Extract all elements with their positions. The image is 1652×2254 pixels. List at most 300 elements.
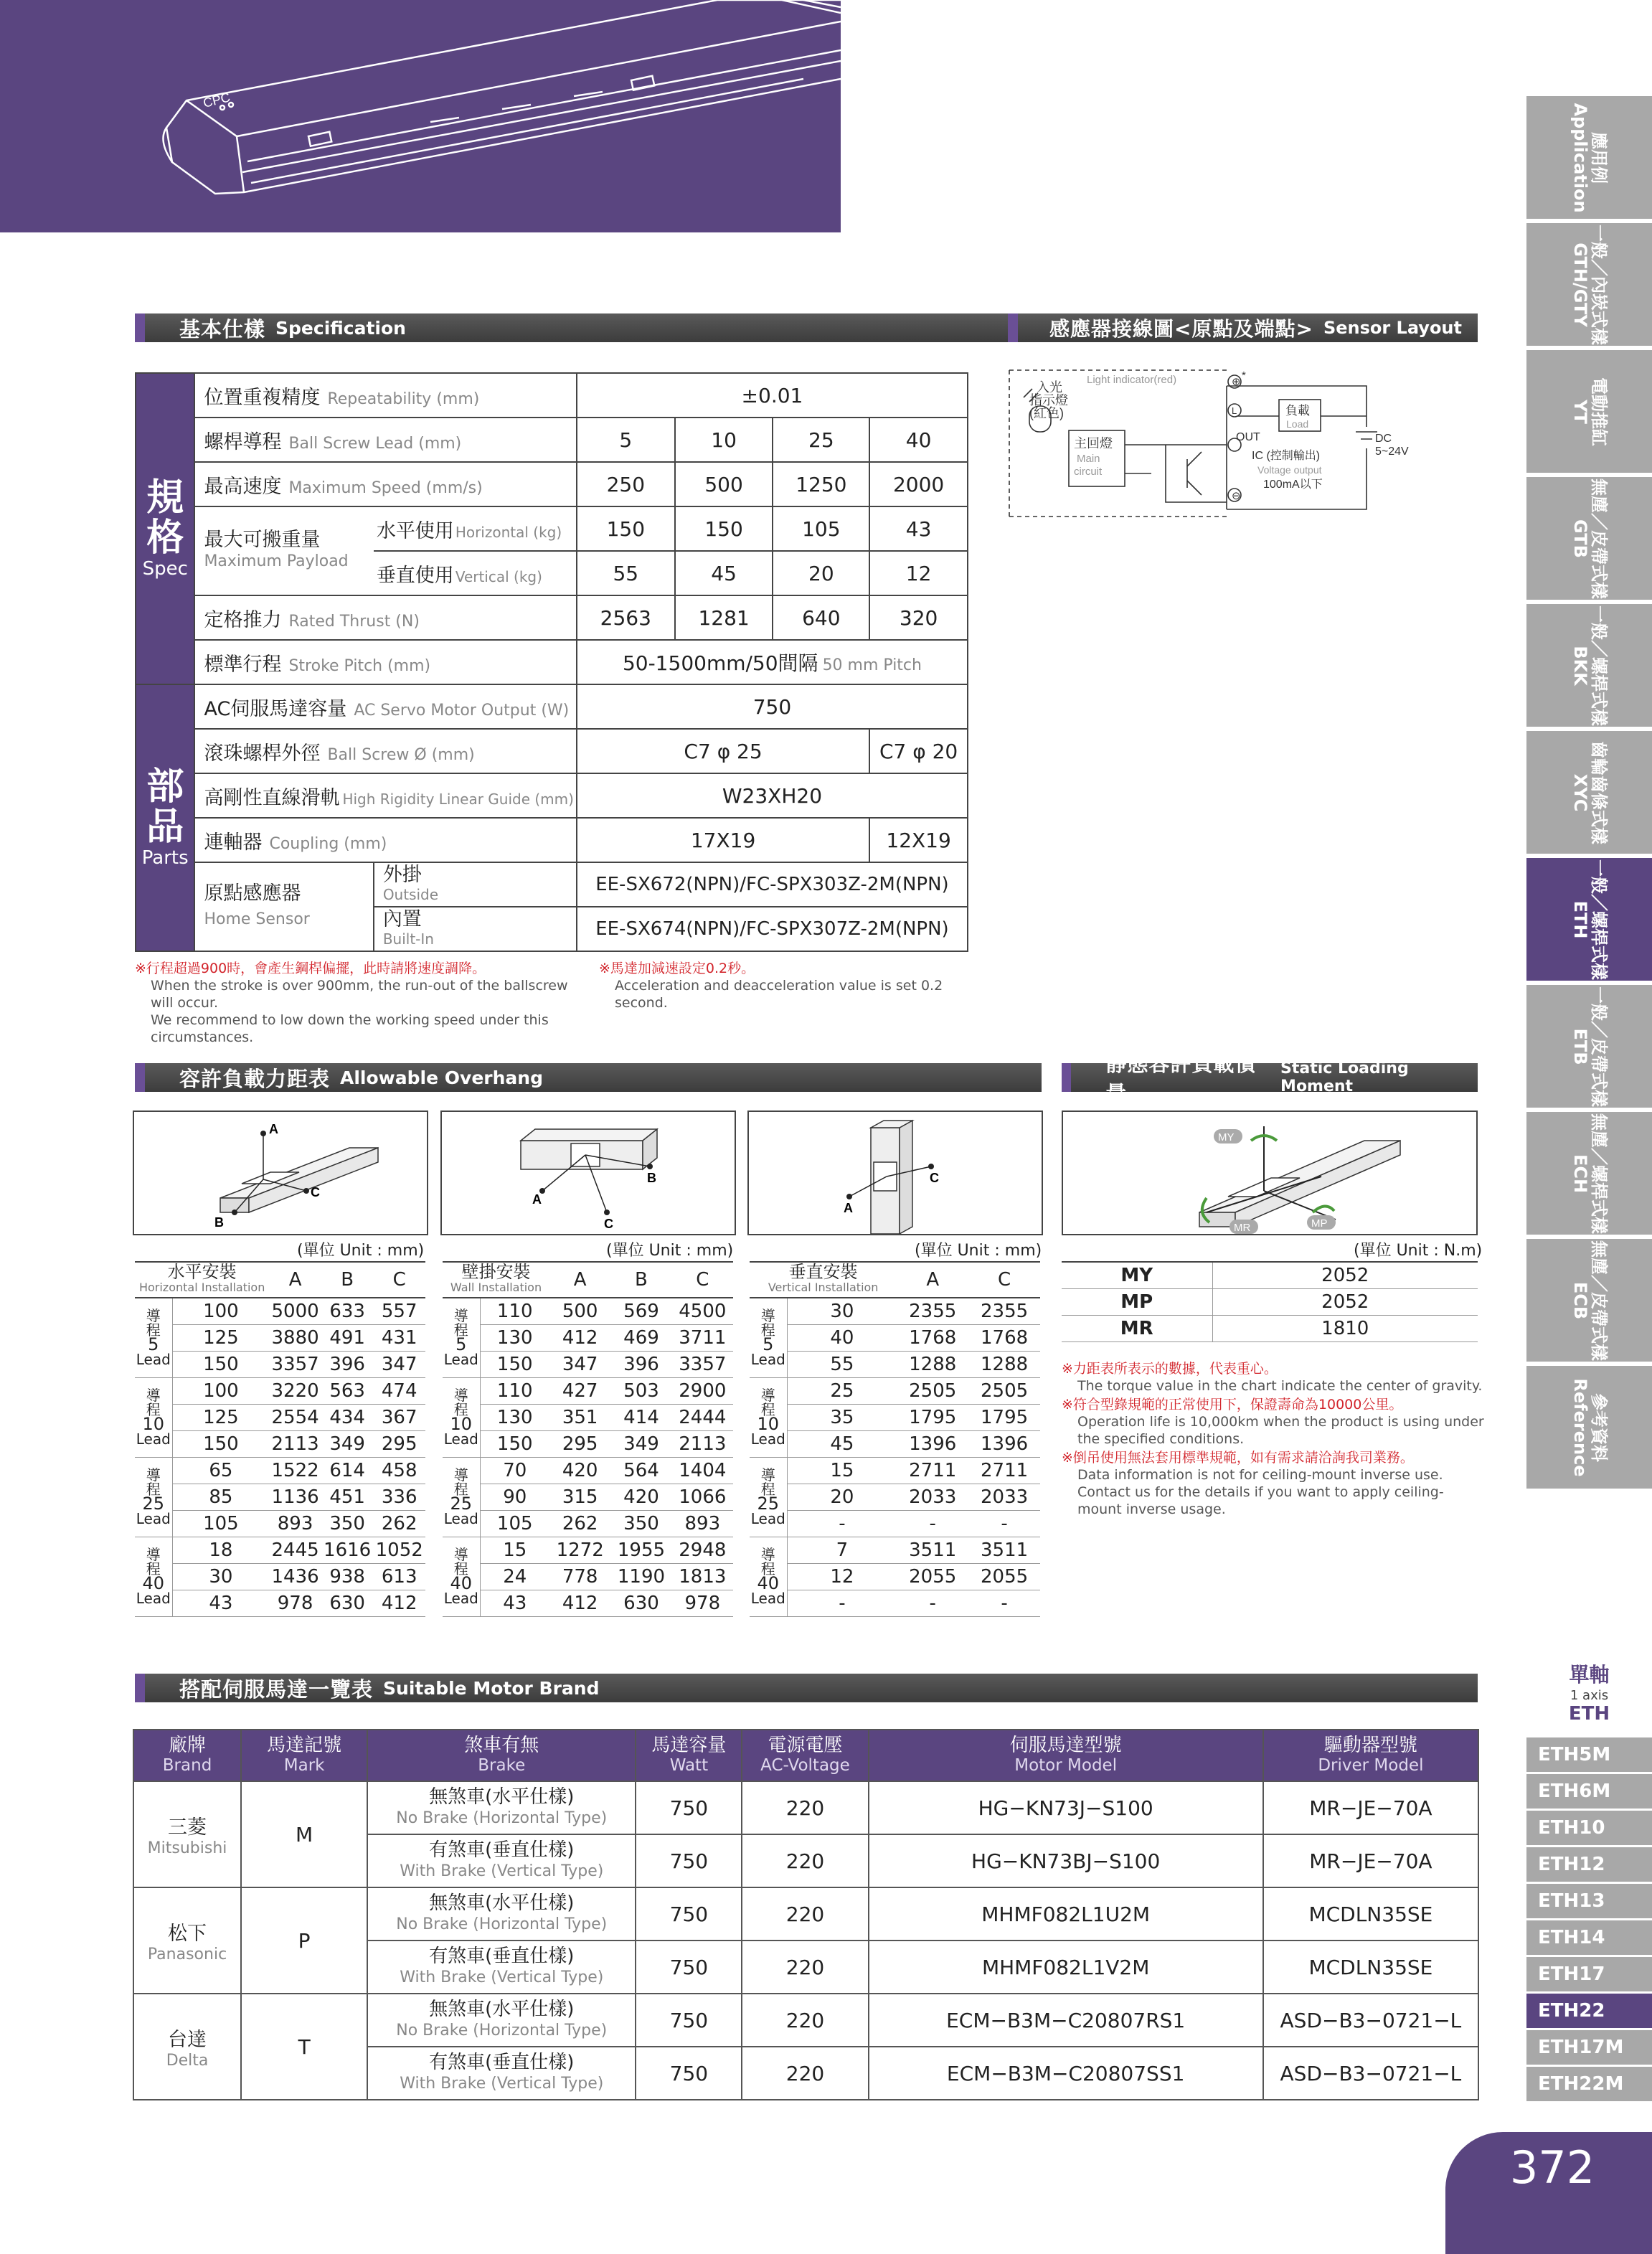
lead-cell: 導 程 25 Lead [443, 1457, 480, 1537]
table-cell: 1136 [269, 1484, 321, 1510]
model-tab-eth10[interactable]: ETH10 [1526, 1811, 1652, 1845]
table-cell: 350 [610, 1510, 671, 1537]
svg-text:指示燈: 指示燈 [1029, 393, 1068, 407]
svg-text:Voltage output: Voltage output [1257, 464, 1322, 476]
motor-section-header: 搭配伺服馬達一覽表 Suitable Motor Brand [135, 1674, 1478, 1702]
row-payload-vertical: 垂直使用 Vertical (kg) 55 45 20 12 [136, 551, 968, 595]
unit-label: (單位 Unit : mm) [915, 1242, 1042, 1260]
table-cell: 1288 [968, 1351, 1040, 1377]
motor-model-cell: HG−KN73J−S100 [869, 1781, 1263, 1834]
table-cell: 469 [610, 1324, 671, 1351]
table-cell: 3511 [897, 1537, 968, 1563]
moment-table [1062, 1261, 1478, 1342]
moment-section-header: 靜態容許負載慣量 Static Loading Moment [1062, 1063, 1478, 1092]
svg-text:⊖: ⊖ [1232, 490, 1241, 502]
sensor-section-header: 感應器接線圖<原點及端點> Sensor Layout [1008, 313, 1478, 342]
table-row [135, 1404, 425, 1430]
svg-text:CPC: CPC [202, 90, 232, 110]
table-cell: 396 [610, 1351, 671, 1377]
side-tab-eth[interactable]: 一般／螺桿式樣 ETH [1526, 858, 1652, 983]
column-header: B [321, 1262, 374, 1298]
column-header: A [549, 1262, 610, 1298]
table-cell: 633 [321, 1298, 374, 1324]
stroke-note: ※行程超過900時，會產生鋼桿偏擺，此時請將速度調降。 When the stroke is over 900mm, the run-out of the ballscrew will occur. We recommend to low down the working speed under this circumstances. [135, 961, 568, 1045]
table-cell: 43 [480, 1590, 549, 1616]
table-cell: 564 [610, 1457, 671, 1484]
lead-cell: 導 程 10 Lead [135, 1377, 172, 1457]
table-cell: 150 [480, 1351, 549, 1377]
table-cell: 2505 [968, 1377, 1040, 1404]
unit-label: (單位 Unit : mm) [297, 1242, 425, 1260]
voltage-cell: 220 [742, 1781, 868, 1834]
table-row [750, 1563, 1040, 1590]
table-row [443, 1590, 733, 1616]
table-row [443, 1351, 733, 1377]
unit-label: (單位 Unit : N.m) [1354, 1242, 1483, 1260]
table-cell: 893 [672, 1510, 733, 1537]
brake-cell: 有煞車(垂直仕樣) With Brake (Vertical Type) [367, 1941, 636, 1994]
table-row [133, 1887, 1478, 1941]
table-cell: 2554 [269, 1404, 321, 1430]
model-tab-eth12[interactable]: ETH12 [1526, 1847, 1652, 1882]
table-cell: 2113 [672, 1430, 733, 1457]
table-cell: 85 [172, 1484, 269, 1510]
model-tab-eth17[interactable]: ETH17 [1526, 1957, 1652, 1991]
table-cell: 70 [480, 1457, 549, 1484]
table-row [135, 1430, 425, 1457]
table-row [135, 1563, 425, 1590]
table-row [750, 1404, 1040, 1430]
overhang-section-header: 容許負載力距表 Allowable Overhang [135, 1063, 1042, 1092]
column-header: A [897, 1262, 968, 1298]
brand-cell: 松下 Panasonic [133, 1887, 241, 1994]
table-cell: 1795 [968, 1404, 1040, 1430]
vertical-overhang-table [750, 1261, 1040, 1617]
table-row [135, 1324, 425, 1351]
driver-model-cell: MCDLN35SE [1263, 1941, 1478, 1994]
table-cell: 45 [787, 1430, 897, 1457]
table-cell: 420 [549, 1457, 610, 1484]
watt-cell: 750 [636, 1781, 742, 1834]
svg-text:⊕: ⊕ [1232, 376, 1241, 388]
svg-text:C: C [604, 1217, 613, 1231]
parts-category: 部 品 Parts [136, 684, 194, 951]
table-cell: 1955 [610, 1537, 671, 1563]
side-tab-yt[interactable]: 電動推缸 YT [1526, 350, 1652, 475]
driver-model-cell: MCDLN35SE [1263, 1887, 1478, 1941]
svg-text:100mA以下: 100mA以下 [1263, 478, 1323, 491]
table-cell: 336 [373, 1484, 425, 1510]
table-cell: 3711 [672, 1324, 733, 1351]
hero-banner [0, 0, 841, 232]
brake-cell: 無煞車(水平仕樣) No Brake (Horizontal Type) [367, 1994, 636, 2047]
table-cell: - [787, 1510, 897, 1537]
table-row [750, 1590, 1040, 1616]
svg-text:MY: MY [1218, 1131, 1235, 1143]
table-row [135, 1510, 425, 1537]
moment-value: 2052 [1212, 1262, 1478, 1288]
table-cell: 893 [269, 1510, 321, 1537]
table-row [443, 1324, 733, 1351]
table-cell: 412 [549, 1324, 610, 1351]
column-header: C [672, 1262, 733, 1298]
table-cell: 1768 [897, 1324, 968, 1351]
table-cell: 396 [321, 1351, 374, 1377]
table-cell: 15 [480, 1537, 549, 1563]
side-tab-ecb[interactable]: 無塵／皮帶式樣 ECB [1526, 1239, 1652, 1364]
table-cell: 35 [787, 1404, 897, 1430]
column-header: 電源電壓 AC-Voltage [742, 1730, 868, 1781]
table-cell: 458 [373, 1457, 425, 1484]
table-cell: 130 [480, 1404, 549, 1430]
svg-text:C: C [930, 1171, 939, 1185]
installation-header: 垂直安裝 Vertical Installation [750, 1262, 897, 1298]
driver-model-cell: ASD−B3−0721−L [1263, 2047, 1478, 2100]
table-cell: 2444 [672, 1404, 733, 1430]
table-cell: 100 [172, 1377, 269, 1404]
column-header: A [269, 1262, 321, 1298]
row-guide: 高剛性直線滑軌 High Rigidity Linear Guide (mm) W23XH20 [136, 773, 968, 818]
table-cell: 431 [373, 1324, 425, 1351]
table-row [1062, 1288, 1478, 1315]
table-row [135, 1351, 425, 1377]
sensor-wiring-diagram [1008, 366, 1410, 524]
table-cell: 2445 [269, 1537, 321, 1563]
driver-model-cell: ASD−B3−0721−L [1263, 1994, 1478, 2047]
side-tab-xyc[interactable]: 齒輪齒條式樣 XYC [1526, 731, 1652, 856]
table-cell: - [897, 1510, 968, 1537]
model-tab-eth13[interactable]: ETH13 [1526, 1884, 1652, 1918]
table-cell: 778 [549, 1563, 610, 1590]
table-row [443, 1430, 733, 1457]
column-header: 馬達記號 Mark [241, 1730, 367, 1781]
table-cell: 20 [787, 1484, 897, 1510]
table-cell: 412 [549, 1590, 610, 1616]
table-row [443, 1457, 733, 1484]
driver-model-cell: MR−JE−70A [1263, 1781, 1478, 1834]
svg-text:入光: 入光 [1037, 380, 1062, 395]
table-cell: 630 [610, 1590, 671, 1616]
table-row [133, 1994, 1478, 2047]
table-cell: - [897, 1590, 968, 1616]
table-cell: 500 [549, 1298, 610, 1324]
table-cell: 350 [321, 1510, 374, 1537]
table-cell: 1190 [610, 1563, 671, 1590]
row-stroke: 標準行程 Stroke Pitch (mm) 50-1500mm/50間隔 50 mm Pitch [136, 640, 968, 684]
table-cell: 12 [787, 1563, 897, 1590]
table-cell: 978 [672, 1590, 733, 1616]
svg-text:C: C [311, 1185, 320, 1199]
brake-cell: 有煞車(垂直仕樣) With Brake (Vertical Type) [367, 1834, 636, 1887]
table-cell: 1522 [269, 1457, 321, 1484]
motor-model-cell: HG−KN73BJ−S100 [869, 1834, 1263, 1887]
row-coupling: 連軸器 Coupling (mm) 17X19 12X19 [136, 818, 968, 862]
table-row [443, 1404, 733, 1430]
table-cell: 451 [321, 1484, 374, 1510]
table-cell: 474 [373, 1377, 425, 1404]
lead-cell: 導 程 40 Lead [750, 1537, 787, 1616]
motor-model-cell: MHMF082L1V2M [869, 1941, 1263, 1994]
table-row [750, 1430, 1040, 1457]
series-label: 單軸 1 axis ETH [1568, 1663, 1610, 1725]
column-header: 伺服馬達型號 Motor Model [869, 1730, 1263, 1781]
table-cell: 30 [172, 1563, 269, 1590]
table-cell: 347 [373, 1351, 425, 1377]
installation-header: 水平安裝 Horizontal Installation [135, 1262, 269, 1298]
mark-cell: M [241, 1781, 367, 1887]
table-cell: 1616 [321, 1537, 374, 1563]
table-cell: 100 [172, 1298, 269, 1324]
table-cell: 2033 [968, 1484, 1040, 1510]
table-cell: 262 [549, 1510, 610, 1537]
table-cell: 2055 [897, 1563, 968, 1590]
brand-cell: 三菱 Mitsubishi [133, 1781, 241, 1887]
svg-text:Light indicator(red): Light indicator(red) [1087, 374, 1177, 386]
table-cell: 150 [480, 1430, 549, 1457]
table-cell: 938 [321, 1563, 374, 1590]
spec-category: 規 格 Spec [136, 373, 194, 684]
table-cell: 614 [321, 1457, 374, 1484]
row-sensor-outside: 原點感應器 Home Sensor 外掛 Outside EE-SX672(NPN)/FC-SPX303Z-2M(NPN) [136, 862, 968, 907]
brake-cell: 無煞車(水平仕樣) No Brake (Horizontal Type) [367, 1887, 636, 1941]
voltage-cell: 220 [742, 1994, 868, 2047]
table-cell: 262 [373, 1510, 425, 1537]
wall-installation-figure [440, 1111, 736, 1235]
side-tab-gtb[interactable]: 無塵／皮帶式樣 GTB [1526, 477, 1652, 602]
lead-cell: 導 程 10 Lead [750, 1377, 787, 1457]
motor-model-cell: ECM−B3M−C20807SS1 [869, 2047, 1263, 2100]
table-cell: 569 [610, 1298, 671, 1324]
svg-text:B: B [214, 1215, 224, 1230]
side-tab-reference[interactable]: 參考資料 Reference [1526, 1366, 1652, 1491]
table-cell: 1768 [968, 1324, 1040, 1351]
svg-text:A: A [532, 1192, 542, 1207]
table-row [135, 1537, 425, 1563]
table-row [443, 1563, 733, 1590]
table-cell: 24 [480, 1563, 549, 1590]
table-cell: 295 [373, 1430, 425, 1457]
table-row [135, 1298, 425, 1324]
table-cell: 367 [373, 1404, 425, 1430]
watt-cell: 750 [636, 1834, 742, 1887]
model-tab-eth5m[interactable]: ETH5M [1526, 1737, 1652, 1772]
side-tab-etb[interactable]: 一般／皮帶式樣 ETB [1526, 985, 1652, 1110]
svg-text:(紅色): (紅色) [1029, 406, 1064, 420]
table-cell: 18 [172, 1537, 269, 1563]
lead-cell: 導 程 5 Lead [443, 1298, 480, 1377]
table-cell: 43 [172, 1590, 269, 1616]
moment-axis: MP [1062, 1288, 1212, 1315]
mark-cell: P [241, 1887, 367, 1994]
lead-cell: 導 程 25 Lead [750, 1457, 787, 1537]
column-header: C [373, 1262, 425, 1298]
svg-text:A: A [844, 1201, 853, 1215]
table-cell: 3220 [269, 1377, 321, 1404]
table-cell: 414 [610, 1404, 671, 1430]
lead-cell: 導 程 40 Lead [443, 1537, 480, 1616]
table-cell: 1288 [897, 1351, 968, 1377]
table-row [750, 1510, 1040, 1537]
svg-text:MR: MR [1234, 1222, 1251, 1234]
table-cell: 1436 [269, 1563, 321, 1590]
table-cell: 2033 [897, 1484, 968, 1510]
model-tab-eth6m[interactable]: ETH6M [1526, 1774, 1652, 1809]
table-cell: 2711 [897, 1457, 968, 1484]
model-tab-eth17m[interactable]: ETH17M [1526, 2030, 1652, 2065]
moment-figure [1062, 1111, 1478, 1235]
table-cell: 30 [787, 1298, 897, 1324]
svg-text:Main: Main [1077, 453, 1100, 465]
svg-text:A: A [269, 1122, 278, 1136]
table-cell: 5000 [269, 1298, 321, 1324]
lead-cell: 導 程 40 Lead [135, 1537, 172, 1616]
table-cell: 1795 [897, 1404, 968, 1430]
column-header: 驅動器型號 Driver Model [1263, 1730, 1478, 1781]
voltage-cell: 220 [742, 1887, 868, 1941]
driver-model-cell: MR−JE−70A [1263, 1834, 1478, 1887]
lead-cell: 導 程 10 Lead [443, 1377, 480, 1457]
row-speed: 最高速度 Maximum Speed (mm/s) 250 500 1250 2000 [136, 462, 968, 506]
accel-note: ※馬達加減速設定0.2秒。 Acceleration and deacceleration value is set 0.2 second. [599, 961, 943, 1011]
table-cell: 110 [480, 1298, 549, 1324]
table-row [443, 1484, 733, 1510]
row-motor-output: 部 品 Parts AC伺服馬達容量 AC Servo Motor Output (W) 750 [136, 684, 968, 729]
mark-cell: T [241, 1994, 367, 2100]
svg-text:5~24V: 5~24V [1375, 445, 1409, 458]
table-cell: 3880 [269, 1324, 321, 1351]
table-cell: 557 [373, 1298, 425, 1324]
table-cell: 105 [480, 1510, 549, 1537]
row-sensor-builtin: 內置 Built-In EE-SX674(NPN)/FC-SPX307Z-2M(NPN) [136, 907, 968, 951]
table-cell: 412 [373, 1590, 425, 1616]
table-cell: 1272 [549, 1537, 610, 1563]
horizontal-overhang-table [135, 1261, 425, 1617]
table-cell: 2055 [968, 1563, 1040, 1590]
table-cell: 150 [172, 1430, 269, 1457]
watt-cell: 750 [636, 2047, 742, 2100]
table-cell: 295 [549, 1430, 610, 1457]
voltage-cell: 220 [742, 1941, 868, 1994]
table-row [1062, 1315, 1478, 1341]
wall-overhang-table [443, 1261, 733, 1617]
side-tab-bkk[interactable]: 一般／螺桿式樣 BKK [1526, 604, 1652, 729]
table-cell: - [968, 1590, 1040, 1616]
table-cell: 434 [321, 1404, 374, 1430]
column-header: C [968, 1262, 1040, 1298]
svg-text:OUT: OUT [1236, 431, 1260, 443]
svg-text:IC (控制輸出): IC (控制輸出) [1252, 450, 1321, 462]
table-cell: 351 [549, 1404, 610, 1430]
table-cell: 15 [787, 1457, 897, 1484]
table-cell: 110 [480, 1377, 549, 1404]
voltage-cell: 220 [742, 2047, 868, 2100]
table-cell: - [968, 1510, 1040, 1537]
motor-table [133, 1729, 1479, 2100]
lead-cell: 導 程 25 Lead [135, 1457, 172, 1537]
table-cell: 349 [321, 1430, 374, 1457]
model-tab-eth14[interactable]: ETH14 [1526, 1920, 1652, 1955]
brand-cell: 台達 Delta [133, 1994, 241, 2100]
table-row [135, 1484, 425, 1510]
table-cell: 55 [787, 1351, 897, 1377]
column-header: B [610, 1262, 671, 1298]
model-tab-eth22[interactable]: ETH22 [1526, 1994, 1652, 2028]
side-tab-gth-gty[interactable]: 一般／內崁式樣 GTH/GTY [1526, 223, 1652, 348]
moment-notes: ※力距表所表示的數據，代表重心。 The torque value in the chart indicate the center of gravity. ※符合型錄規範的正常使用下，保證壽命為10000公里。 Operation life is 10,000km when the product is using under the specified conditions. ※倒吊使用無法套用標準規範，如有需求請洽詢我司業務。 Data information is not for ceiling-mount inverse use. Contact us for the details if you want to apply ceiling-mount inverse usage. [1062, 1361, 1484, 1517]
svg-text:DC: DC [1375, 433, 1392, 445]
svg-text:負載: 負載 [1285, 404, 1310, 418]
table-row [443, 1537, 733, 1563]
table-cell: 2948 [672, 1537, 733, 1563]
table-cell: 1813 [672, 1563, 733, 1590]
side-tab-application[interactable]: 應用例 Application [1526, 96, 1652, 221]
table-cell: 349 [610, 1430, 671, 1457]
table-cell: 3357 [672, 1351, 733, 1377]
moment-axis: MY [1062, 1262, 1212, 1288]
table-cell: 420 [610, 1484, 671, 1510]
table-cell: 130 [480, 1324, 549, 1351]
table-cell: 25 [787, 1377, 897, 1404]
column-header: 馬達容量 Watt [636, 1730, 742, 1781]
svg-text:Load: Load [1286, 418, 1309, 430]
vertical-installation-figure [747, 1111, 1043, 1235]
table-cell: 40 [787, 1324, 897, 1351]
table-cell: 2355 [968, 1298, 1040, 1324]
svg-text:circuit: circuit [1074, 466, 1103, 478]
moment-value: 2052 [1212, 1288, 1478, 1315]
table-cell: - [787, 1590, 897, 1616]
table-cell: 3357 [269, 1351, 321, 1377]
table-row [443, 1510, 733, 1537]
row-repeatability: 規 格 Spec 位置重複精度 Repeatability (mm) ±0.01 [136, 373, 968, 418]
spec-table [135, 372, 968, 952]
actuator-illustration [0, 0, 841, 232]
table-row [1062, 1262, 1478, 1288]
table-cell: 2711 [968, 1457, 1040, 1484]
model-tab-eth22m[interactable]: ETH22M [1526, 2067, 1652, 2101]
column-header: 廠牌 Brand [133, 1730, 241, 1781]
lead-cell: 導 程 5 Lead [750, 1298, 787, 1377]
table-cell: 1066 [672, 1484, 733, 1510]
svg-text:L: L [1232, 405, 1237, 416]
table-cell: 630 [321, 1590, 374, 1616]
table-cell: 563 [321, 1377, 374, 1404]
voltage-cell: 220 [742, 1834, 868, 1887]
svg-text:B: B [647, 1171, 656, 1185]
svg-text:*: * [1242, 369, 1246, 382]
table-cell: 7 [787, 1537, 897, 1563]
horizontal-installation-figure [133, 1111, 428, 1235]
watt-cell: 750 [636, 1994, 742, 2047]
row-payload-horizontal: 最大可搬重量 Maximum Payload 水平使用 Horizontal (kg) 150 150 105 43 [136, 506, 968, 551]
spec-section-header: 基本仕樣 Specification [135, 313, 1042, 342]
table-row [135, 1457, 425, 1484]
moment-axis: MR [1062, 1315, 1212, 1341]
table-cell: 613 [373, 1563, 425, 1590]
table-row [750, 1457, 1040, 1484]
moment-value: 1810 [1212, 1315, 1478, 1341]
table-cell: 105 [172, 1510, 269, 1537]
table-row [443, 1298, 733, 1324]
side-tab-ech[interactable]: 無塵／螺桿式樣 ECH [1526, 1112, 1652, 1237]
installation-header: 壁掛安裝 Wall Installation [443, 1262, 549, 1298]
table-cell: 347 [549, 1351, 610, 1377]
table-cell: 125 [172, 1324, 269, 1351]
table-cell: 1396 [897, 1430, 968, 1457]
table-row [750, 1484, 1040, 1510]
table-cell: 491 [321, 1324, 374, 1351]
table-cell: 4500 [672, 1298, 733, 1324]
